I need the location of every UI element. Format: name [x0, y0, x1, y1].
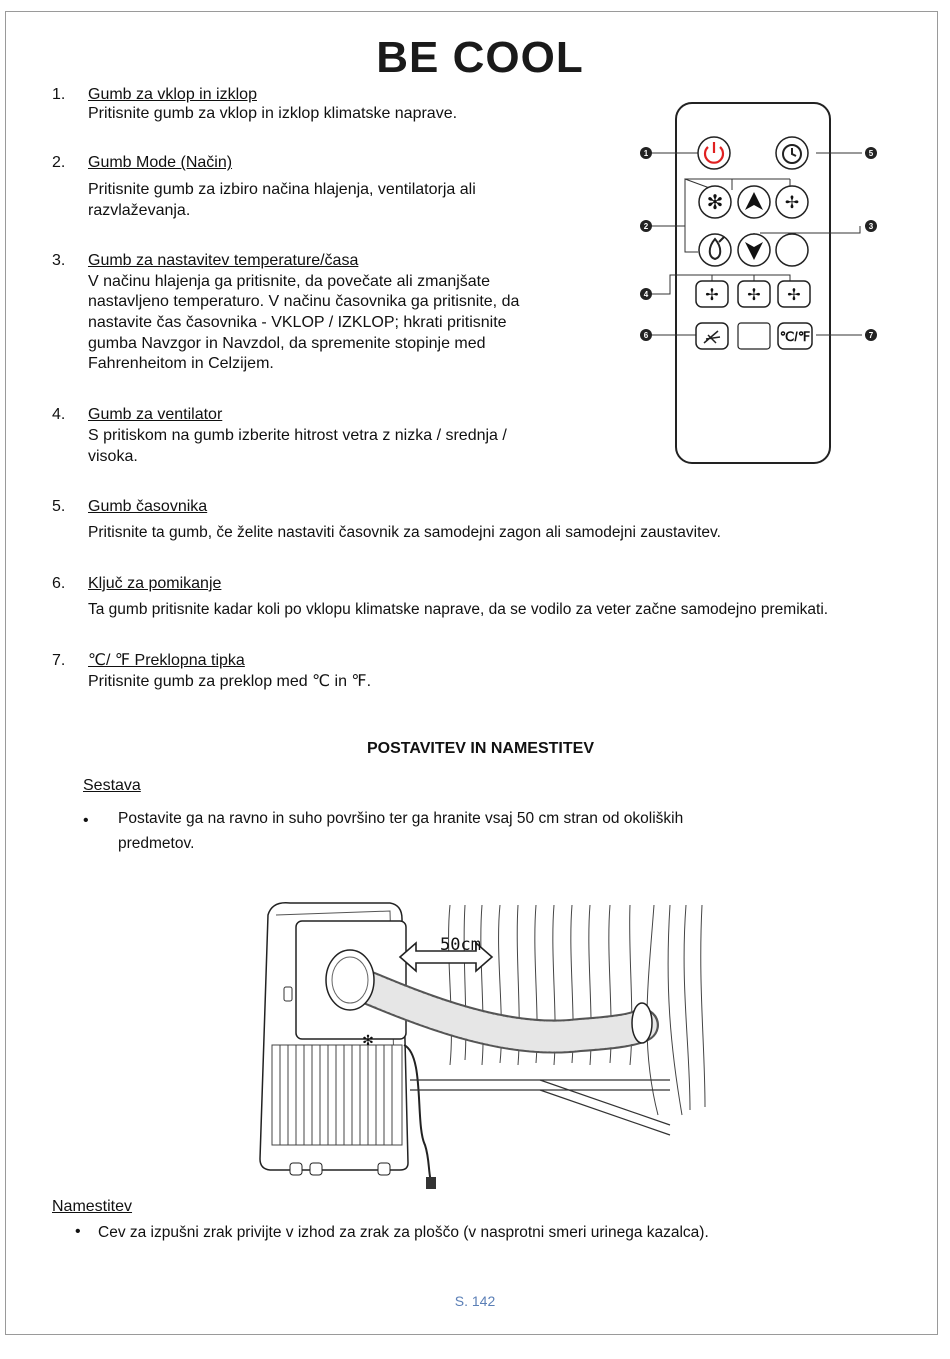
display-window — [738, 323, 770, 349]
temp-unit-button — [778, 323, 812, 349]
up-arrow-icon — [738, 186, 770, 218]
namestitev-bullet: Cev za izpušni zrak privijte v izhod za zrak za ploščo (v nasprotni smeri urinega kazalca). — [98, 1224, 709, 1241]
be-cool-logo — [372, 34, 588, 78]
remote-control-diagram — [630, 95, 890, 470]
item-3-body-line-1: V načinu hlajenja ga pritisnite, da povečate ali zmanjšate — [88, 273, 491, 290]
sestava-bullet-line-2: predmetov. — [118, 835, 195, 852]
svg-text:✢: ✢ — [784, 193, 800, 212]
svg-text:✻: ✻ — [362, 1032, 374, 1048]
svg-text:2: 2 — [643, 222, 649, 231]
bullet-dot-icon: • — [83, 812, 89, 829]
item-2-title: Gumb Mode (Način) — [88, 154, 233, 171]
item-3-body-line-2: nastavljeno temperaturo. V načinu časovnika ga pritisnite, da — [88, 293, 520, 310]
svg-text:1: 1 — [643, 149, 649, 158]
down-arrow-icon — [738, 234, 770, 266]
svg-text:50cm: 50cm — [440, 935, 481, 955]
section-heading: POSTAVITEV IN NAMESTITEV — [367, 740, 594, 757]
svg-text:✢: ✢ — [705, 287, 719, 304]
item-4-body-line-1: S pritiskom na gumb izberite hitrost vetra z nizka / srednja / — [88, 427, 507, 444]
item-5-body: Pritisnite ta gumb, če želite nastaviti časovnik za samodejni zagon ali samodejni zaustavitev. — [88, 524, 721, 541]
timer-icon — [776, 137, 808, 169]
item-3-body-line-4: gumba Navzgor in Navzdol, da spremenite stopinje med — [88, 335, 486, 352]
swing-icon — [696, 323, 728, 349]
fan-low-icon — [696, 281, 728, 307]
svg-text:BE COOL: BE COOL — [376, 34, 584, 78]
svg-text:4: 4 — [643, 290, 649, 299]
sestava-bullet-line-1: Postavite ga na ravno in suho površino ter ga hranite vsaj 50 cm stran od okoliških — [118, 810, 684, 827]
item-3-body-line-3: nastavite čas časovnika - VKLOP / IZKLOP; hkrati pritisnite — [88, 314, 507, 331]
svg-text:5: 5 — [868, 149, 874, 158]
item-6-body: Ta gumb pritisnite kadar koli po vklopu klimatske naprave, da se vodilo za veter začne samodejno premikati. — [88, 601, 829, 618]
snowflake-icon — [699, 186, 731, 218]
installation-illustration — [250, 895, 730, 1195]
fan-high-icon — [778, 281, 810, 307]
svg-text:7: 7 — [868, 331, 874, 340]
item-4-body-line-2: visoka. — [88, 448, 138, 465]
item-2-body-line-1: Pritisnite gumb za izbiro načina hlajenja, ventilatorja ali — [88, 181, 476, 198]
item-7-body: Pritisnite gumb za preklop med ℃ in ℉. — [88, 673, 372, 690]
item-2-number: 2. — [52, 154, 66, 171]
svg-text:✻: ✻ — [706, 192, 724, 214]
fan-icon — [776, 186, 808, 218]
bullet-dot-icon: • — [75, 1223, 81, 1240]
page-number: S. 142 — [454, 1293, 496, 1309]
power-icon — [698, 137, 730, 169]
item-3-title: Gumb za nastavitev temperature/časa — [88, 252, 359, 269]
item-5-number: 5. — [52, 498, 66, 515]
blank-button — [776, 234, 808, 266]
sestava-title: Sestava — [83, 777, 141, 794]
item-2-body-line-2: razvlaževanja. — [88, 202, 191, 219]
item-7-number: 7. — [52, 652, 66, 669]
svg-text:6: 6 — [643, 331, 649, 340]
svg-text:3: 3 — [868, 222, 874, 231]
item-3-number: 3. — [52, 252, 66, 269]
item-5-title: Gumb časovnika — [88, 498, 208, 515]
item-1-title: Gumb za vklop in izklop — [88, 86, 257, 103]
dehumidify-icon — [699, 234, 731, 266]
item-3-body-line-5: Fahrenheitom in Celzijem. — [88, 355, 274, 372]
namestitev-title: Namestitev — [52, 1198, 133, 1215]
item-7-title: ℃/ ℉ Preklopna tipka — [88, 652, 245, 669]
svg-text:✢: ✢ — [787, 287, 801, 304]
item-6-number: 6. — [52, 575, 66, 592]
svg-text:℃/℉: ℃/℉ — [779, 329, 811, 344]
item-4-title: Gumb za ventilator — [88, 406, 223, 423]
item-6-title: Ključ za pomikanje — [88, 575, 222, 592]
item-4-number: 4. — [52, 406, 66, 423]
fan-medium-icon — [738, 281, 770, 307]
item-1-body: Pritisnite gumb za vklop in izklop klimatske naprave. — [88, 105, 458, 122]
svg-text:✢: ✢ — [747, 287, 761, 304]
item-1-number: 1. — [52, 86, 66, 103]
